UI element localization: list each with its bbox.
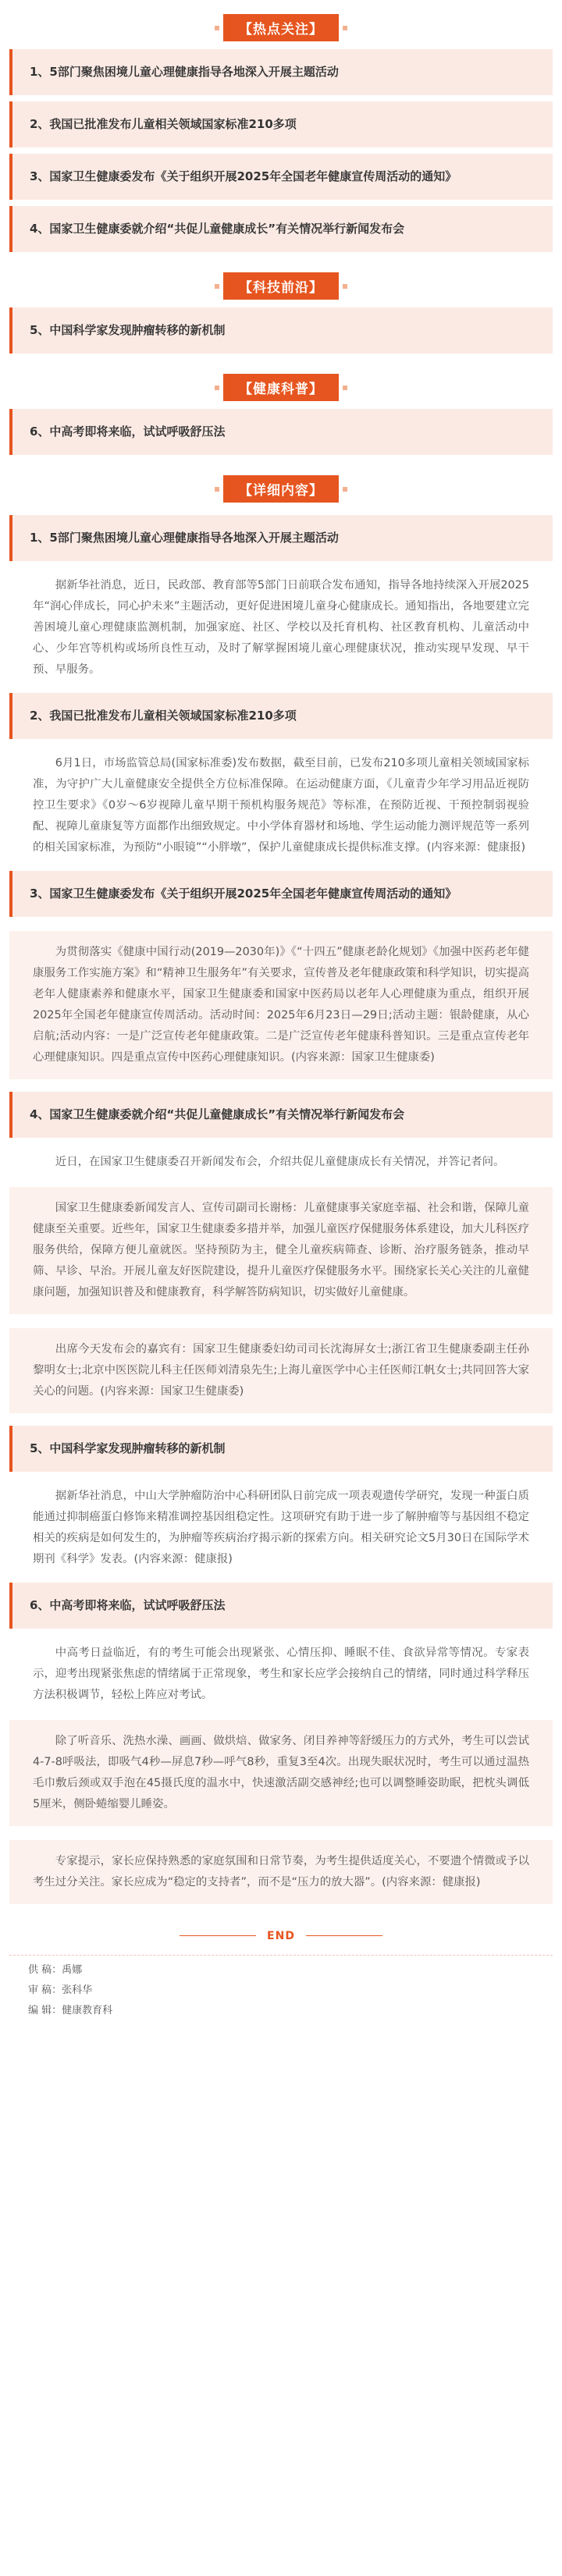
- index-item[interactable]: 5、中国科学家发现肿瘤转移的新机制: [9, 307, 553, 354]
- article-title: 5、中国科学家发现肿瘤转移的新机制: [9, 1426, 553, 1472]
- end-divider: [0, 1928, 562, 1942]
- article-body: [9, 1486, 553, 1570]
- index-list-hot: [0, 49, 562, 252]
- index-list-tech: [0, 307, 562, 354]
- index-item[interactable]: 1、5部门聚焦困境儿童心理健康指导各地深入开展主题活动: [9, 49, 553, 95]
- credit-editor: 编 辑：健康教育科: [28, 2005, 113, 2016]
- section-header-health: [0, 374, 562, 401]
- section-header-tech: [0, 272, 562, 300]
- article-body: [9, 1152, 553, 1413]
- article-body: [9, 753, 553, 858]
- index-item[interactable]: 6、中高考即将来临，试试呼吸舒压法: [9, 409, 553, 455]
- article-paragraph: 中高考日益临近，有的考生可能会出现紧张、心情压抑、睡眠不佳、食欲异常等情况。专家表示，迎考出现紧张焦虑的情绪属于正常现象，考生和家长应学会接纳自己的情绪，同时通过科学释压方法积极调节，轻松上阵应对考试。: [33, 1647, 529, 1701]
- article-title: 3、国家卫生健康委发布《关于组织开展2025年全国老年健康宣传周活动的通知》: [9, 871, 553, 917]
- index-item[interactable]: 2、我国已批准发布儿童相关领域国家标准210多项: [9, 101, 553, 147]
- article-paragraph: 为贯彻落实《健康中国行动(2019—2030年)》《“十四五”健康老龄化规划》《加强中医药老年健康服务工作实施方案》和“精神卫生服务年”有关要求，宣传普及老年健康政策和科学知识，切实提高老年人健康素养和健康水平，国家卫生健康委和国家中医药局以老年人心理健康为重点，组织开展2025年全国老年健康宣传周活动。活动时间：2025年6月23日—29日;活动主题：银龄健康，从心启航;活动内容：一是广泛宣传老年健康政策。二是广泛宣传老年健康科普知识。三是重点宣传老年心理健康知识。四是重点宣传中医药心理健康知识。(内容来源：国家卫生健康委): [9, 931, 553, 1079]
- section-badge-hot: 【热点关注】: [223, 14, 339, 41]
- article-paragraph: 出席今天发布会的嘉宾有：国家卫生健康委妇幼司司长沈海屏女士;浙江省卫生健康委副主任孙黎明女士;北京中医医院儿科主任医师刘清泉先生;上海儿童医学中心主任医师江帆女士;共同回答大家关心的问题。(内容来源：国家卫生健康委): [9, 1328, 553, 1413]
- section-badge-detail: 【详细内容】: [223, 475, 339, 503]
- end-mark: END: [256, 1930, 306, 1942]
- section-badge-health: 【健康科普】: [223, 374, 339, 401]
- index-item[interactable]: 4、国家卫生健康委就介绍“共促儿童健康成长”有关情况举行新闻发布会: [9, 206, 553, 252]
- credit-contributor: 供 稿：禹娜: [28, 1964, 83, 1976]
- credit-reviewer: 审 稿：张科华: [28, 1984, 93, 1996]
- index-item[interactable]: 3、国家卫生健康委发布《关于组织开展2025年全国老年健康宣传周活动的通知》: [9, 154, 553, 200]
- section-header-detail: [0, 475, 562, 503]
- article-title: 1、5部门聚焦困境儿童心理健康指导各地深入开展主题活动: [9, 515, 553, 561]
- article-body: [9, 575, 553, 680]
- credits: [9, 1955, 553, 2021]
- article-paragraph: 专家提示，家长应保持熟悉的家庭氛围和日常节奏，为考生提供适度关心，不要遗个情微或予以考生过分关注。家长应成为“稳定的支持者”，而不是“压力的放大器”。(内容来源：健康报): [9, 1840, 553, 1904]
- article-paragraph: 国家卫生健康委新闻发言人、宣传司副司长谢杨：儿童健康事关家庭幸福、社会和谐，保障儿童健康至关重要。近些年，国家卫生健康委多措并举，加强儿童医疗保健服务体系建设，加大儿科医疗服务供给，保障方便儿童就医。坚持预防为主，健全儿童疾病筛查、诊断、治疗服务链条，推动早筛、早诊、早治。开展儿童友好医院建设，提升儿童医疗保健服务水平。围绕家长关心关注的儿童健康问题，加强知识普及和健康教育，科学解答防病知识，切实做好儿童健康。: [9, 1187, 553, 1314]
- article-paragraph: 6月1日，市场监管总局(国家标准委)发布数据，截至目前，已发布210多项儿童相关领域国家标准，为守护广大儿童健康安全提供全方位标准保障。在运动健康方面，《儿童青少年学习用品近视防控卫生要求》《0岁～6岁视障儿童早期干预机构服务规范》等标准，在预防近视、干预控制弱视验配、视障儿童康复等方面都作出细致规定。中小学体育器材和场地、学生运动能力测评规范等一系列的相关国家标准，为预防“小眼镜”“小胖墩”，保护儿童健康成长提供标准支撑。(内容来源：健康报): [33, 757, 529, 854]
- article-body: [9, 1643, 553, 1904]
- article-title: 2、我国已批准发布儿童相关领域国家标准210多项: [9, 693, 553, 739]
- article-paragraph: 近日，在国家卫生健康委召开新闻发布会，介绍共促儿童健康成长有关情况，并答记者问。: [55, 1156, 505, 1168]
- article-paragraph: 据新华社消息，近日，民政部、教育部等5部门日前联合发布通知，指导各地持续深入开展2025年“润心伴成长，同心护未来”主题活动，更好促进困境儿童身心健康成长。通知指出，各地要建立完善困境儿童心理健康监测机制，加强家庭、社区、学校以及托育机构、社区教育机构、儿童活动中心、少年宫等机构或场所良性互动，及时了解掌握困境儿童心理健康状况，推动实现早发现、早干预、早服务。: [33, 579, 529, 676]
- article-paragraph: 据新华社消息，中山大学肿瘤防治中心科研团队日前完成一项表观遗传学研究，发现一种蛋白质能通过抑制癌蛋白修饰来精准调控基因组稳定性。这项研究有助于进一步了解肿瘤等与基因组不稳定相关的疾病是如何发生的，为肿瘤等疾病治疗揭示新的探索方向。相关研究论文5月30日在国际学术期刊《科学》发表。(内容来源：健康报): [33, 1490, 529, 1565]
- section-badge-tech: 【科技前沿】: [223, 272, 339, 300]
- detail-content: [0, 515, 562, 1904]
- index-list-health: [0, 409, 562, 455]
- section-header-hot: [0, 14, 562, 41]
- article-body: [9, 931, 553, 1079]
- article-paragraph: 除了听音乐、洗热水澡、画画、做烘焙、做家务、闭目养神等舒缓压力的方式外，考生可以尝试4-7-8呼吸法，即吸气4秒—屏息7秒—呼气8秒，重复3至4次。出现失眠状况时，考生可以通过温热毛巾敷后颈或双手泡在45摄氏度的温水中，快速激活副交感神经;也可以调整睡姿助眠，把枕头调低5厘米，侧卧蜷缩婴儿睡姿。: [9, 1720, 553, 1826]
- article-title: 4、国家卫生健康委就介绍“共促儿童健康成长”有关情况举行新闻发布会: [9, 1092, 553, 1138]
- article-title: 6、中高考即将来临，试试呼吸舒压法: [9, 1583, 553, 1629]
